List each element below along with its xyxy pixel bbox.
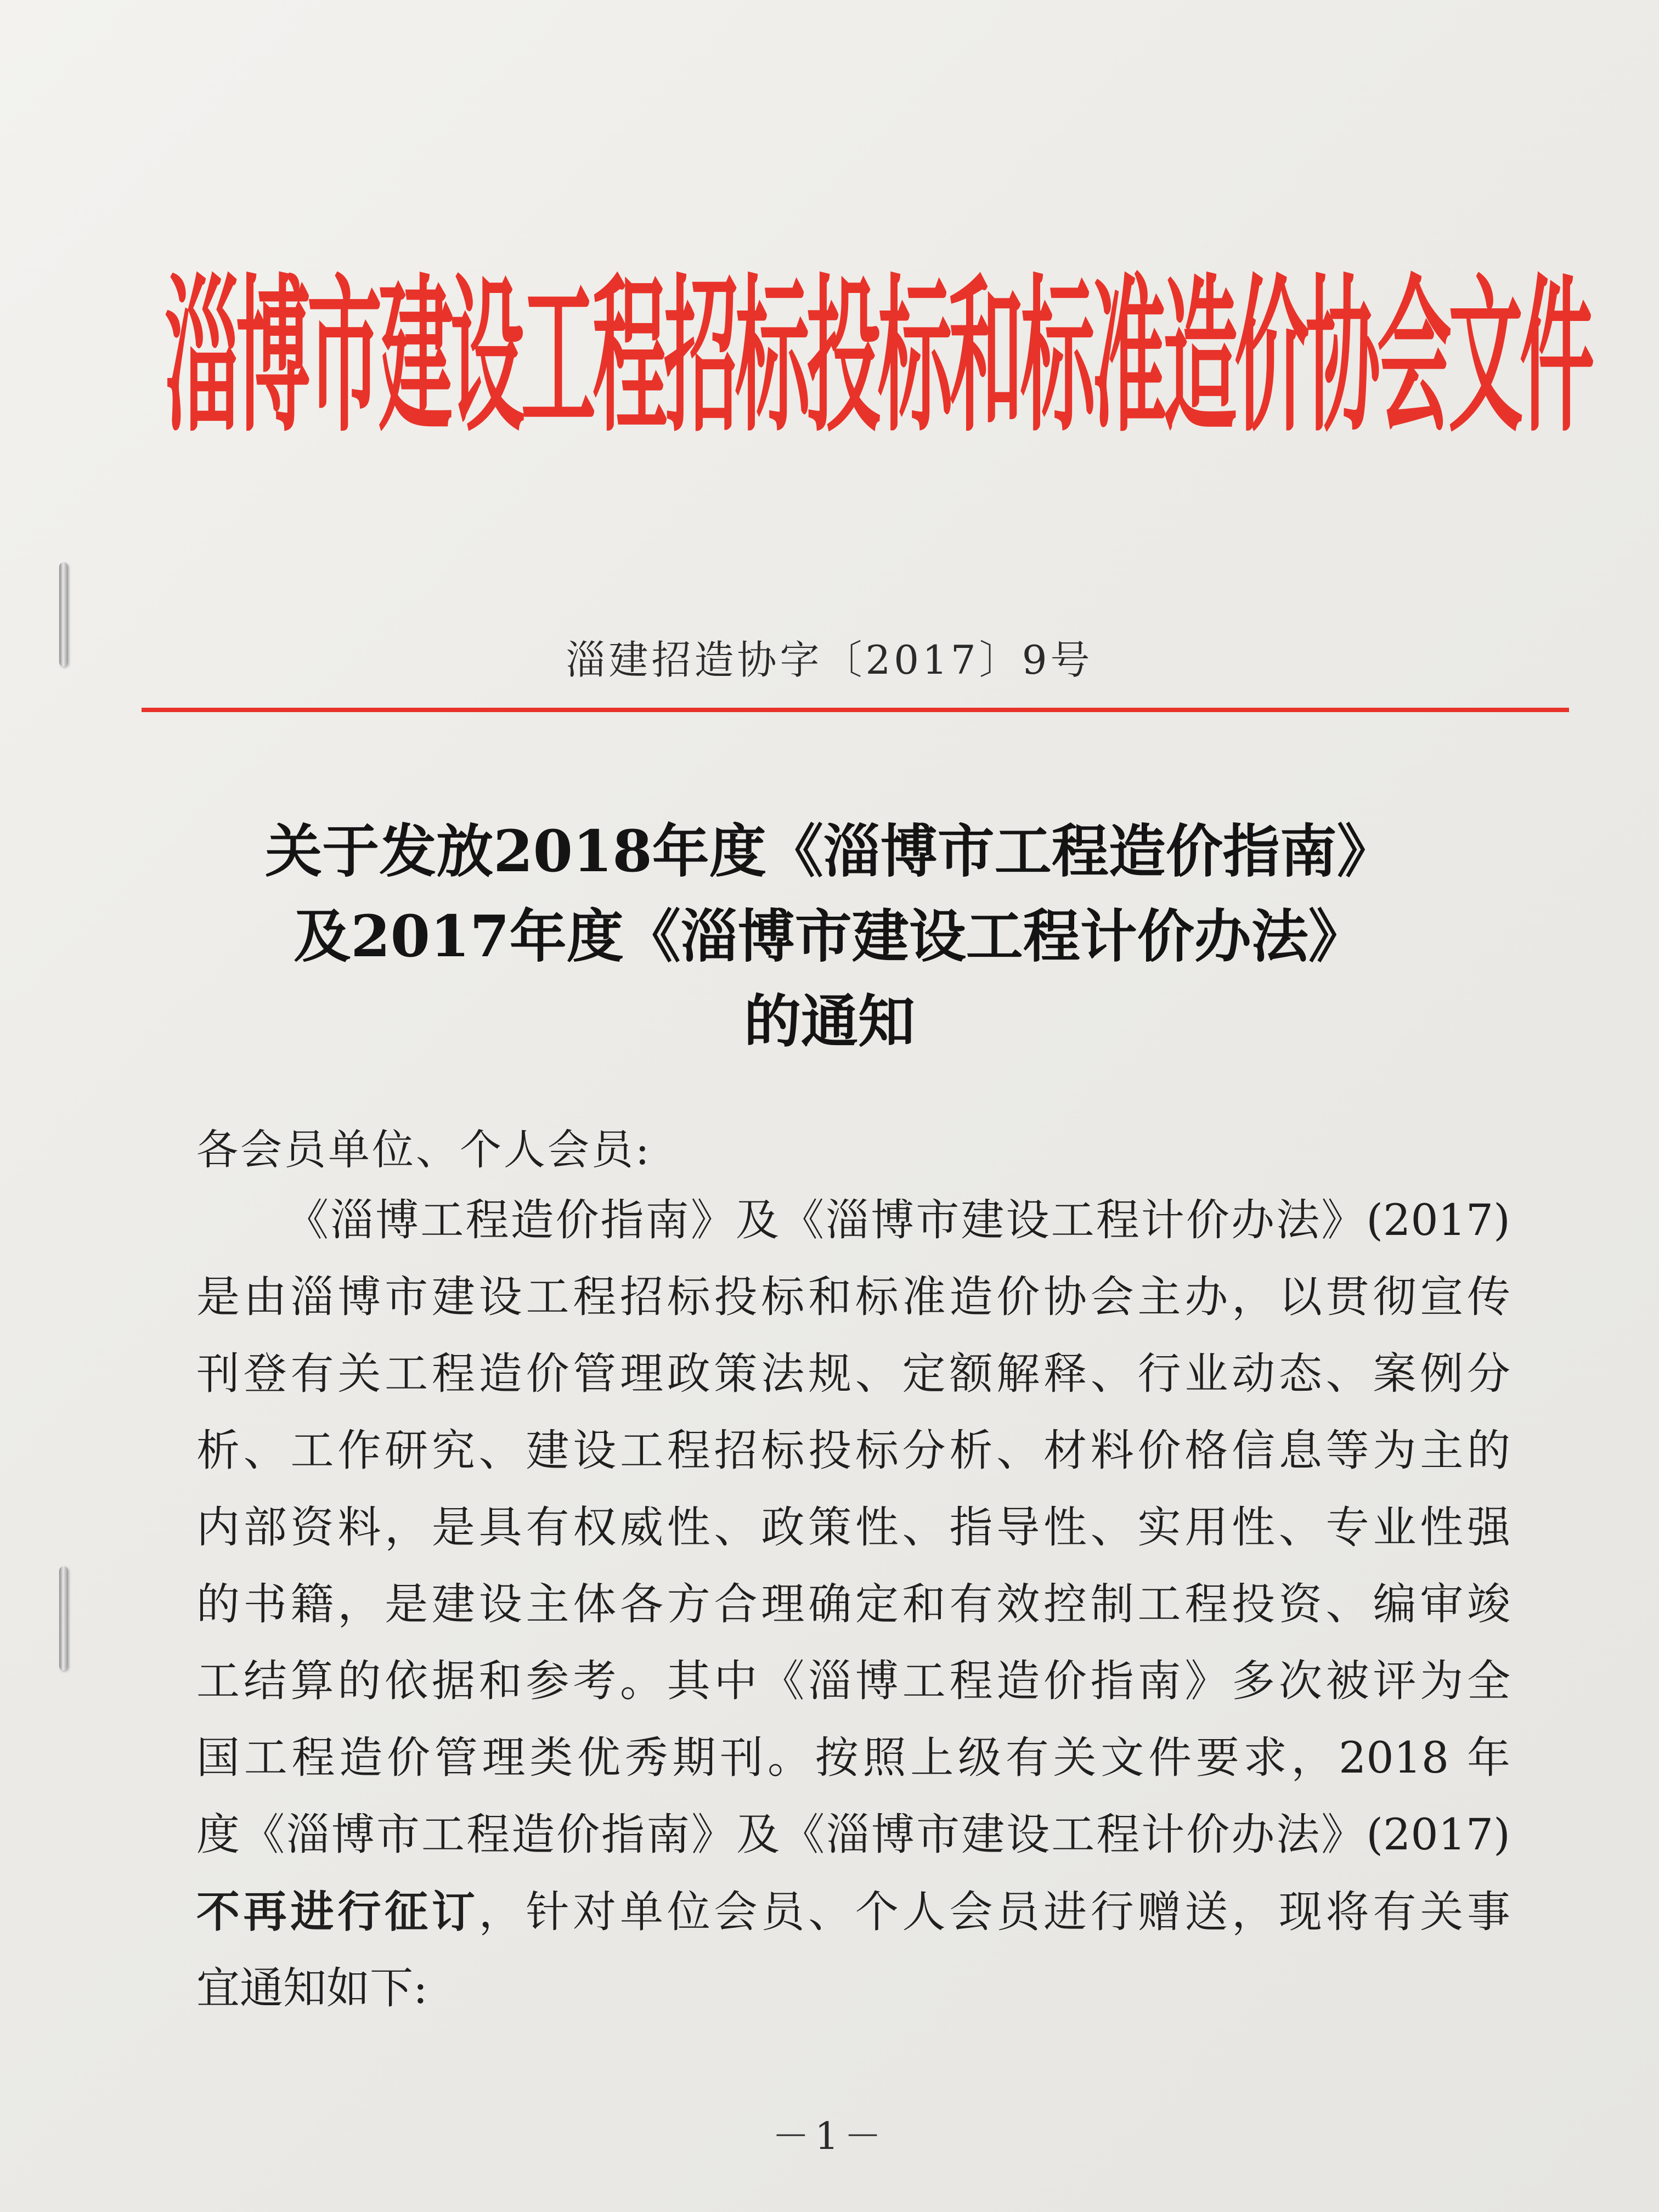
body-line-11: 宜通知如下: [196, 1963, 428, 2013]
notice-title-line-1: 关于发放2018年度《淄博市工程造价指南》 [265, 817, 1394, 885]
body-line-6: 的书籍，是建设主体各方合理确定和有效控制工程投资、编审竣 [196, 1579, 1510, 1629]
bold-emphasis: 不再进行征订 [196, 1886, 479, 1937]
body-line-8: 国工程造价管理类优秀期刊。按照上级有关文件要求，2018 年 [196, 1733, 1510, 1783]
notice-title-line-2: 及2017年度《淄博市建设工程计价办法》 [294, 902, 1365, 970]
notice-title-line-3: 的通知 [743, 988, 915, 1055]
body-line-4: 析、工作研究、建设工程招标投标分析、材料价格信息等为主的 [196, 1425, 1510, 1476]
red-divider-line [142, 708, 1569, 712]
body-line-5: 内部资料，是具有权威性、政策性、指导性、实用性、专业性强 [196, 1502, 1510, 1553]
staple-bottom [59, 1566, 68, 1671]
body-line-2: 是由淄博市建设工程招标投标和标准造价协会主办，以贯彻宣传 [196, 1272, 1510, 1322]
body-line-1: 《淄博工程造价指南》及《淄博市建设工程计价办法》(2017) [285, 1195, 1510, 1245]
body-line-10-rest: ，针对单位会员、个人会员进行赠送，现将有关事 [478, 1887, 1511, 1937]
body-line-3: 刊登有关工程造价管理政策法规、定额解释、行业动态、案例分 [196, 1348, 1510, 1399]
salutation: 各会员单位、个人会员: [196, 1125, 652, 1174]
page-number: －1－ [772, 2115, 887, 2158]
body-line-10 [196, 1886, 1511, 1937]
body-line-7: 工结算的依据和参考。其中《淄博工程造价指南》多次被评为全 [196, 1656, 1510, 1706]
document-number: 淄建招造协字〔2017〕9号 [566, 637, 1093, 683]
body-line-9: 度《淄博市工程造价指南》及《淄博市建设工程计价办法》(2017) [196, 1809, 1510, 1860]
organization-letterhead: 淄博市建设工程招标投标和标准造价协会文件 [165, 261, 1591, 456]
